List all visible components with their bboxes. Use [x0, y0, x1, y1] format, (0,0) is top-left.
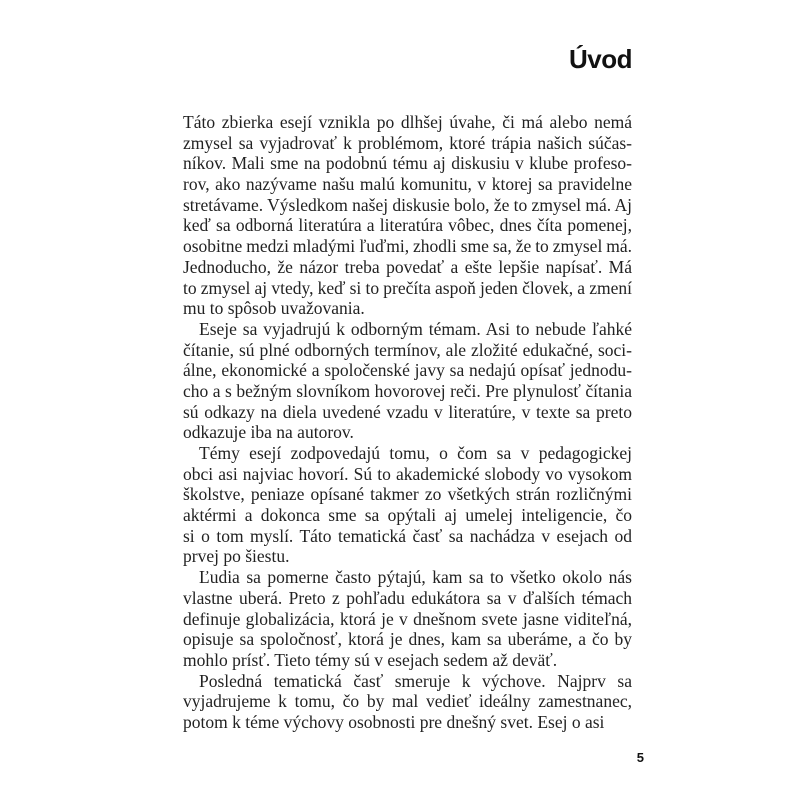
text-line: si o tom myslí. Táto tematická časť sa nachádza v esejach od [183, 525, 632, 546]
text-line: rov, ako nazývame našu malú komunitu, v ktorej sa pravidelne [183, 174, 632, 195]
text-line: Témy esejí zodpovedajú tomu, o čom sa v pedagogickej [199, 443, 632, 463]
text-line: álne, ekonomické a spoločenské javy sa nedajú opísať jednodu- [183, 360, 632, 381]
text-line: zmysel sa vyjadrovať k problémom, ktoré trápia našich súčas- [183, 132, 632, 153]
chapter-title: Úvod [569, 44, 632, 74]
text-line: Eseje sa vyjadrujú k odborným témam. Asi to nebude ľahké [199, 318, 632, 339]
text-line: vyjadrujeme k tomu, čo by mal vedieť ideálny zamestnanec, [183, 691, 632, 712]
page-number: 5 [636, 750, 644, 765]
text-line: Táto zbierka esejí vznikla po dlhšej úvahe, či má alebo nemá [183, 112, 632, 132]
text-line: vlastne uberá. Preto z pohľadu edukátora sa v ďalších témach [183, 587, 632, 608]
text-line: sú odkazy na diela uvedené vzadu v literatúre, v texte sa preto [183, 401, 632, 422]
text-line: stretávame. Výsledkom našej diskusie bolo, že to zmysel má. Aj [183, 194, 632, 215]
text-line: aktérmi a dokonca sme sa opýtali aj umelej inteligencie, čo [183, 505, 632, 526]
text-line: obci asi najviac hovorí. Sú to akademické slobody vo vysokom [183, 463, 632, 484]
text-line: cho a s bežným slovníkom hovorovej reči. Pre plynulosť čítania [183, 380, 632, 401]
text-line: osobitne medzi mladými ľuďmi, zhodli sme sa, že to zmysel má. [183, 236, 632, 257]
text-line: odkazuje iba na autorov. [183, 422, 354, 443]
text-line: níkov. Mali sme na podobnú tému aj diskusiu v klube profeso- [183, 153, 632, 174]
text-line: definuje globalizácia, ktorá je v dnešnom svete jasne viditeľná, [183, 608, 632, 629]
text-line: potom k téme výchovy osobnosti pre dnešný svet. Esej o asi [183, 711, 605, 732]
text-line: čítanie, sú plné odborných termínov, ale zložité edukačné, soci- [183, 339, 632, 360]
text-line: Posledná tematická časť smeruje k výchove. Najprv sa [199, 670, 632, 691]
text-line: Jednoducho, že názor treba povedať a ešte lepšie napísať. Má [183, 256, 632, 277]
text-line: to zmysel aj vtedy, keď si to prečíta aspoň jeden človek, a zmení [183, 277, 632, 298]
text-line: prvej po šiestu. [183, 546, 290, 567]
body-text [183, 112, 632, 733]
text-line: Ľudia sa pomerne často pýtajú, kam sa to všetko okolo nás [199, 567, 632, 588]
text-line: mohlo prísť. Tieto témy sú v esejach sedem až deväť. [183, 649, 558, 670]
text-line: keď sa odborná literatúra a literatúra vôbec, dnes číta pomenej, [183, 215, 632, 236]
text-line: mu to spôsob uvažovania. [183, 298, 365, 319]
text-line: školstve, peniaze opísané takmer zo všetkých strán rozličnými [183, 484, 632, 505]
text-line: opisuje sa spoločnosť, ktorá je dnes, kam sa uberáme, a čo by [183, 629, 632, 650]
